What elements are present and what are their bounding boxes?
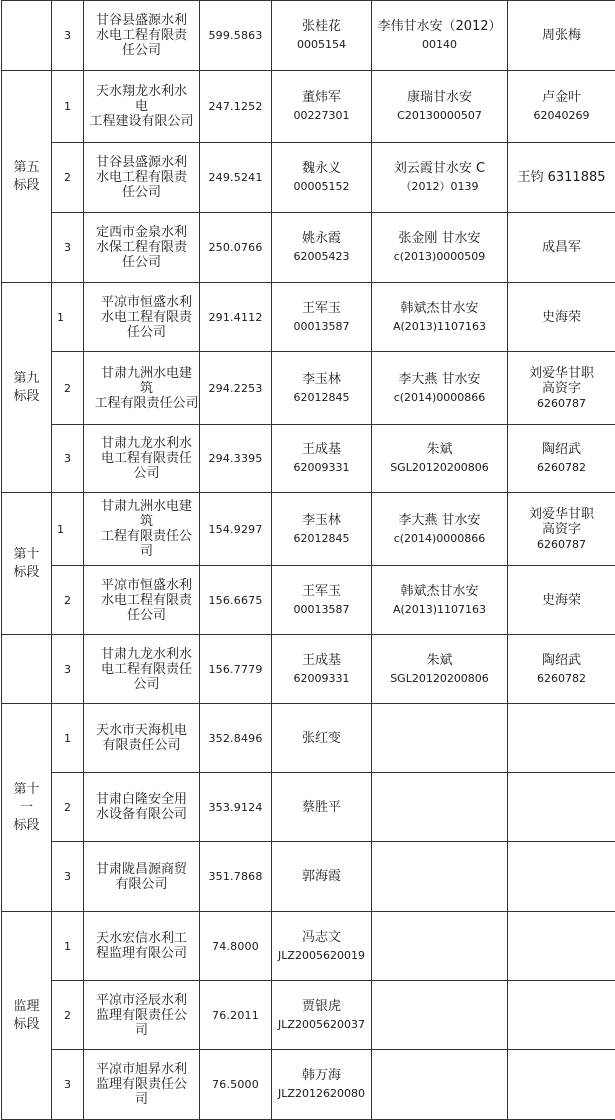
tech-cell: 王钧 6311885 <box>508 143 615 213</box>
safety-cell <box>372 704 508 773</box>
safety-cell: 韩斌杰甘水安 A(2013)1107163 <box>372 283 508 352</box>
company-cell: 平凉市泾辰水利 监理有限责任公 司 <box>84 981 200 1050</box>
safety-cell <box>372 912 508 981</box>
row-index: 3 <box>52 635 84 704</box>
company-cell: 天水市天海机电 有限责任公司 <box>84 704 200 773</box>
manager-cell: 张红变 <box>272 704 372 773</box>
table-row <box>2 71 615 143</box>
safety-cell: 张金刚 甘水安 c(2013)0000509 <box>372 213 508 283</box>
tech-cell: 卢金叶 62040269 <box>508 71 615 143</box>
safety-cell <box>372 1050 508 1120</box>
amount-cell: 351.7868 <box>200 842 272 912</box>
row-index: 3 <box>52 213 84 283</box>
amount-cell: 294.2253 <box>200 352 272 425</box>
amount-cell: 156.7779 <box>200 635 272 704</box>
amount-cell: 249.5241 <box>200 143 272 213</box>
tech-cell: 周张梅 <box>508 1 615 71</box>
amount-cell: 353.9124 <box>200 773 272 842</box>
tech-cell: 史海荣 <box>508 283 615 352</box>
amount-cell: 74.8000 <box>200 912 272 981</box>
manager-cell: 王成基 62009331 <box>272 635 372 704</box>
row-index: 2 <box>52 352 84 425</box>
safety-cell <box>372 773 508 842</box>
amount-cell: 76.2011 <box>200 981 272 1050</box>
company-cell: 平凉市旭昇水利 监理有限责任公 司 <box>84 1050 200 1120</box>
amount-cell: 352.8496 <box>200 704 272 773</box>
amount-cell: 250.0766 <box>200 213 272 283</box>
amount-cell: 247.1252 <box>200 71 272 143</box>
amount-cell: 156.6675 <box>200 566 272 635</box>
safety-cell: 朱斌 SGL20120200806 <box>372 425 508 493</box>
tech-cell: 成昌军 <box>508 213 615 283</box>
row-index: 3 <box>52 842 84 912</box>
row-index: 2 <box>52 566 84 635</box>
safety-cell <box>372 842 508 912</box>
manager-cell: 姚永霞 62005423 <box>272 213 372 283</box>
table-row <box>2 635 615 704</box>
tech-cell: 刘爱华甘职 高资字 6260787 <box>508 352 615 425</box>
company-cell: 定西市金泉水利 水保工程有限责 任公司 <box>84 213 200 283</box>
amount-cell: 154.9297 <box>200 493 272 566</box>
manager-cell: 郭海霞 <box>272 842 372 912</box>
section-label-supervision: 监理 标段 <box>2 912 52 1120</box>
amount-cell: 76.5000 <box>200 1050 272 1120</box>
manager-cell: 王军玉 00013587 <box>272 566 372 635</box>
tech-cell <box>508 773 615 842</box>
safety-cell: 刘云霞甘水安 C （2012）0139 <box>372 143 508 213</box>
table-row <box>2 1050 615 1120</box>
safety-cell: 朱斌 SGL20120200806 <box>372 635 508 704</box>
company-cell: 甘谷县盛源水利 水电工程有限责 任公司 <box>84 143 200 213</box>
amount-cell: 599.5863 <box>200 1 272 71</box>
amount-cell: 291.4112 <box>200 283 272 352</box>
section-label-11: 第十 一 标段 <box>2 704 52 912</box>
company-cell: 天水宏信水利工 程监理有限公司 <box>84 912 200 981</box>
row-index: 2 <box>52 981 84 1050</box>
table-row <box>2 773 615 842</box>
tech-cell <box>508 704 615 773</box>
tech-cell <box>508 981 615 1050</box>
row-index: 2 <box>52 773 84 842</box>
table-row <box>2 704 615 773</box>
manager-cell: 贾银虎 JLZ2005620037 <box>272 981 372 1050</box>
company-cell: 甘肃九龙水利水 电工程有限责任 公司 <box>84 425 200 493</box>
tech-cell <box>508 1050 615 1120</box>
section-label-10: 第十 标段 <box>2 493 52 635</box>
safety-cell <box>372 981 508 1050</box>
company-cell: 甘肃白隆安全用 水设备有限公司 <box>84 773 200 842</box>
manager-cell: 魏永义 00005152 <box>272 143 372 213</box>
table-row <box>2 566 615 635</box>
table-row <box>2 283 615 352</box>
manager-cell: 韩万海 JLZ2012620080 <box>272 1050 372 1120</box>
row-index: 1 <box>52 704 84 773</box>
manager-cell: 冯志文 JLZ2005620019 <box>272 912 372 981</box>
tech-cell: 陶绍武 6260782 <box>508 635 615 704</box>
bid-table <box>1 0 615 1120</box>
manager-cell: 李玉林 62012845 <box>272 352 372 425</box>
row-index: 1 <box>52 912 84 981</box>
manager-cell: 王成基 62009331 <box>272 425 372 493</box>
section-cell <box>2 635 52 704</box>
company-cell: 甘肃九洲水电建 筑 工程有限责任公 司 <box>84 493 200 566</box>
safety-cell: 康瑞甘水安 C20130000507 <box>372 71 508 143</box>
section-label-5: 第五 标段 <box>2 71 52 283</box>
table-row <box>2 352 615 425</box>
table-row <box>2 213 615 283</box>
tech-cell <box>508 842 615 912</box>
section-cell <box>2 1 52 71</box>
company-cell: 平凉市恒盛水利 水电工程有限责 任公司 <box>84 566 200 635</box>
company-cell: 甘肃陇昌源商贸 有限公司 <box>84 842 200 912</box>
row-index: 3 <box>52 425 84 493</box>
table-row <box>2 1 615 71</box>
row-index: 1 <box>52 283 84 352</box>
safety-cell: 李大燕 甘水安 c(2014)0000866 <box>372 352 508 425</box>
table-row <box>2 493 615 566</box>
company-cell: 甘肃九龙水利水 电工程有限责任 公司 <box>84 635 200 704</box>
company-cell: 甘肃九洲水电建 筑 工程有限责任公司 <box>84 352 200 425</box>
tech-cell: 陶绍武 6260782 <box>508 425 615 493</box>
manager-cell: 李玉林 62012845 <box>272 493 372 566</box>
company-cell: 平凉市恒盛水利 水电工程有限责 任公司 <box>84 283 200 352</box>
safety-cell: 李伟甘水安（2012） 00140 <box>372 1 508 71</box>
tech-cell: 史海荣 <box>508 566 615 635</box>
safety-cell: 李大燕 甘水安 c(2014)0000866 <box>372 493 508 566</box>
table-row <box>2 143 615 213</box>
safety-cell: 韩斌杰甘水安 A(2013)1107163 <box>372 566 508 635</box>
row-index: 3 <box>52 1050 84 1120</box>
manager-cell: 董炜军 00227301 <box>272 71 372 143</box>
row-index: 1 <box>52 493 84 566</box>
table-row <box>2 912 615 981</box>
table-row <box>2 981 615 1050</box>
section-label-9: 第九 标段 <box>2 283 52 493</box>
manager-cell: 王军玉 00013587 <box>272 283 372 352</box>
amount-cell: 294.3395 <box>200 425 272 493</box>
company-cell: 天水翔龙水利水 电 工程建设有限公司 <box>84 71 200 143</box>
row-index: 1 <box>52 71 84 143</box>
company-cell: 甘谷县盛源水利 水电工程有限责 任公司 <box>84 1 200 71</box>
manager-cell: 张桂花 0005154 <box>272 1 372 71</box>
manager-cell: 蔡胜平 <box>272 773 372 842</box>
row-index: 2 <box>52 143 84 213</box>
tech-cell: 刘爱华甘职 高资字 6260787 <box>508 493 615 566</box>
row-index: 3 <box>52 1 84 71</box>
tech-cell <box>508 912 615 981</box>
table-row <box>2 425 615 493</box>
table-row <box>2 842 615 912</box>
